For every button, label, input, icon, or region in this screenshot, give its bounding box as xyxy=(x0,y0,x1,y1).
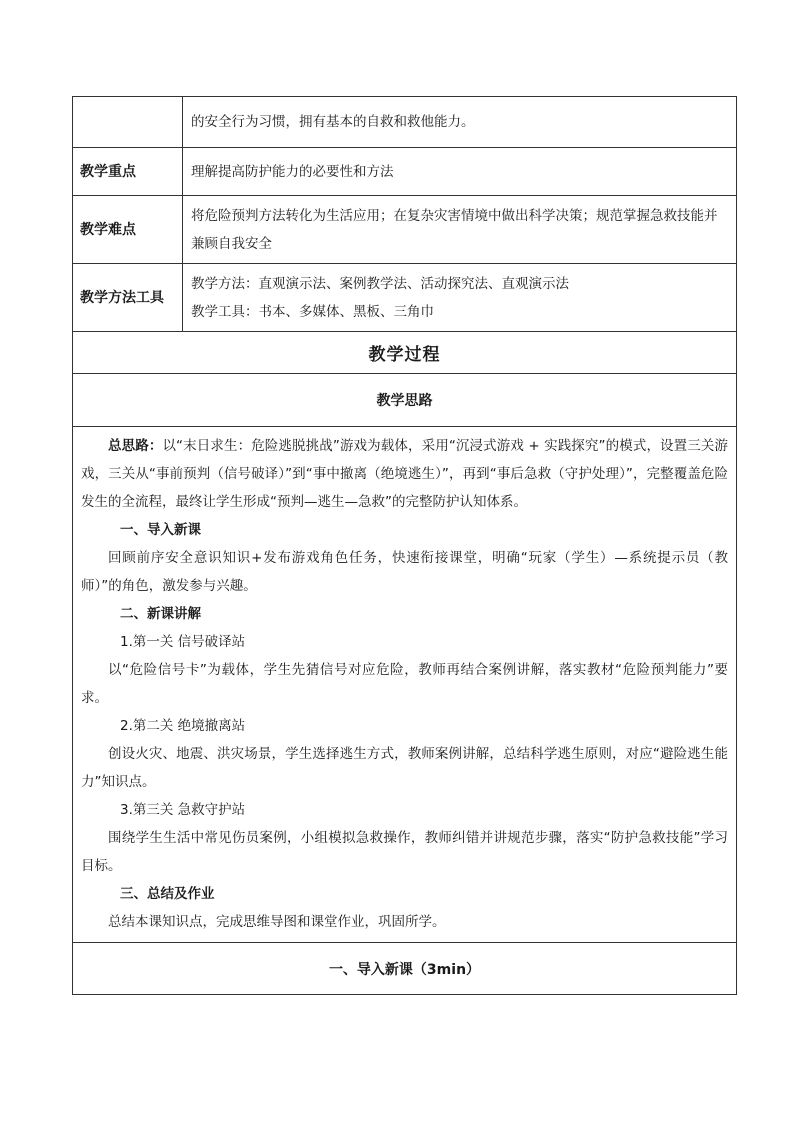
table-row xyxy=(73,148,737,196)
level-title: 2.第二关 绝境撤离站 xyxy=(120,718,246,734)
safety-habit-text: 的安全行为习惯，拥有基本的自救和救他能力。 xyxy=(183,97,737,148)
section-heading: 三、总结及作业 xyxy=(120,886,215,902)
level-title: 1.第一关 信号破译站 xyxy=(120,634,246,650)
section-text: 总结本课知识点，完成思维导图和课堂作业，巩固所学。 xyxy=(108,914,446,930)
lesson-plan-table xyxy=(72,96,737,995)
table-row xyxy=(73,196,737,264)
methods-tools-cell xyxy=(183,264,737,332)
level-title: 3.第三关 急救守护站 xyxy=(120,802,246,818)
level-text: 创设火灾、地震、洪灾场景，学生选择逃生方式，教师案例讲解，总结科学逃生原则，对应“避险逃生能力”知识点。 xyxy=(81,746,728,790)
methods-tools-label: 教学方法工具 xyxy=(73,264,183,332)
section-text: 回顾前序安全意识知识+发布游戏角色任务，快速衔接课堂，明确“玩家（学生）—系统提示员（教师）”的角色，激发参与兴趣。 xyxy=(81,550,728,594)
section-heading: 二、新课讲解 xyxy=(120,606,201,622)
key-points-label: 教学重点 xyxy=(73,148,183,196)
key-points-text: 理解提高防护能力的必要性和方法 xyxy=(183,148,737,196)
table-row xyxy=(73,427,737,943)
intro-section-title: 一、导入新课（3min） xyxy=(73,943,737,995)
thinking-title: 教学思路 xyxy=(73,374,737,427)
overview-text: 以“末日求生：危险逃脱挑战”游戏为载体，采用“沉浸式游戏 + 实践探究”的模式，设置三关游戏，三关从“事前预判（信号破译）”到“事中撤离（绝境逃生）”，再到“事后急救（守护处理）”，完整覆盖危险发生的全流程，最终让学生形成“预判—逃生—急救”的完整防护认知体系。 xyxy=(81,438,728,510)
overview-lead: 总思路： xyxy=(108,438,163,454)
table-row xyxy=(73,374,737,427)
table-row xyxy=(73,264,737,332)
difficulty-label: 教学难点 xyxy=(73,196,183,264)
section-heading: 一、导入新课 xyxy=(120,522,201,538)
teaching-thinking-cell xyxy=(73,427,737,943)
row-label-empty xyxy=(73,97,183,148)
level-text: 以“危险信号卡”为载体，学生先猜信号对应危险，教师再结合案例讲解，落实教材“危险预判能力”要求。 xyxy=(81,662,728,706)
table-row xyxy=(73,332,737,374)
process-title: 教学过程 xyxy=(73,332,737,374)
table-row xyxy=(73,943,737,995)
table-row xyxy=(73,97,737,148)
tools-line: 教学工具：书本、多媒体、黑板、三角巾 xyxy=(191,303,434,320)
methods-line: 教学方法：直观演示法、案例教学法、活动探究法、直观演示法 xyxy=(191,275,569,292)
level-text: 围绕学生生活中常见伤员案例，小组模拟急救操作，教师纠错并讲规范步骤，落实“防护急救技能”学习目标。 xyxy=(81,830,728,874)
overview-paragraph xyxy=(81,432,728,516)
difficulty-text: 将危险预判方法转化为生活应用；在复杂灾害情境中做出科学决策；规范掌握急救技能并兼顾自我安全 xyxy=(183,196,737,264)
